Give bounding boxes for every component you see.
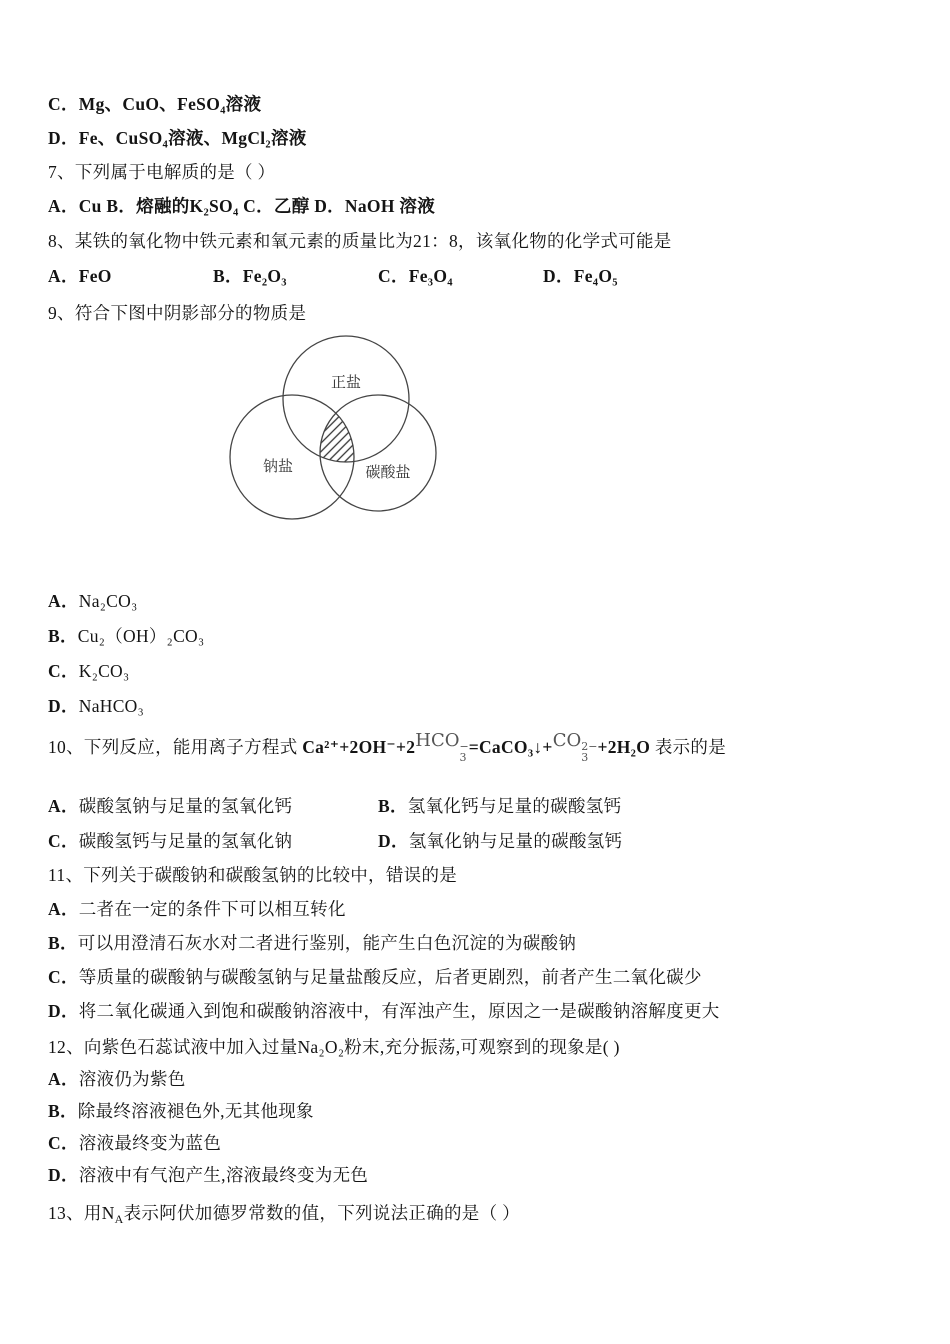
question-11-option-d: D．将二氧化碳通入到饱和碳酸钠溶液中，有浑浊产生，原因之一是碳酸钠溶解度更大 — [48, 1001, 720, 1021]
question-11-stem: 11、下列关于碳酸钠和碳酸氢钠的比较中，错误的是 — [48, 865, 458, 885]
formula-hco3-icon: HCO − 3 — [415, 730, 469, 764]
question-12-option-a: A．溶液仍为紫色 — [48, 1069, 186, 1089]
question-11-option-b: B．可以用澄清石灰水对二者进行鉴别，能产生白色沉淀的为碳酸钠 — [48, 933, 577, 953]
question-7-stem: 7、下列属于电解质的是（ ） — [48, 162, 276, 182]
option-text: Fe、CuSO₄溶液、MgCl₂溶液 — [78, 128, 307, 148]
question-9-option-a: A．Na₂CO₃ — [48, 591, 138, 611]
question-8-option-a: A．FeO — [48, 266, 112, 286]
question-10-option-b: B．氢氧化钙与足量的碳酸氢钙 — [378, 796, 622, 816]
venn-label-sodium-salt: 钠盐 — [262, 459, 294, 475]
ionic-equation-part-1: Ca²⁺+2OH⁻+2 — [302, 737, 416, 757]
venn-label-carbonate: 碳酸盐 — [365, 465, 411, 481]
question-12-option-d: D．溶液中有气泡产生,溶液最终变为无色 — [48, 1165, 369, 1185]
option-label: D． — [48, 128, 79, 148]
question-8-option-b: B．Fe₂O₃ — [213, 266, 287, 286]
option-label: C． — [48, 94, 79, 114]
question-13-stem: 13、用$N_A$表示阿伏加德罗常数的值，下列说法正确的是（ ） — [48, 1203, 520, 1226]
question-9-option-c: C．K₂CO₃ — [48, 661, 130, 681]
question-10-option-c: C．碳酸氢钙与足量的氢氧化钠 — [48, 831, 293, 851]
question-10-option-d: D．氢氧化钠与足量的碳酸氢钙 — [378, 831, 623, 851]
question-12-option-c: C．溶液最终变为蓝色 — [48, 1133, 222, 1153]
question-11-option-a: A．二者在一定的条件下可以相互转化 — [48, 899, 346, 919]
stem-text: 10、下列反应，能用离子方程式 — [48, 737, 303, 757]
question-11-option-c: C．等质量的碳酸钠与碳酸氢钠与足量盐酸反应，后者更剧烈，前者产生二氧化碳少 — [48, 967, 702, 987]
question-8-option-d: D．Fe₄O₅ — [543, 266, 618, 286]
question-10-options-row-1 — [48, 794, 910, 818]
question-12-stem: 12、向紫色石蕊试液中加入过量Na₂O₂粉末,充分振荡,可观察到的现象是( ) — [48, 1037, 620, 1057]
question-7-options: A．Cu B．熔融的K₂SO₄ C．乙醇 D．NaOH 溶液 — [48, 196, 436, 216]
ionic-equation-part-2: =CaCO₃↓+ — [468, 737, 553, 757]
question-10-option-a: A．碳酸氢钠与足量的氢氧化钙 — [48, 796, 293, 816]
question-10-stem — [48, 732, 910, 770]
venn-svg — [226, 333, 506, 533]
question-6-option-c — [48, 92, 910, 116]
question-8-options — [48, 264, 910, 288]
question-12-option-b: B．除最终溶液褪色外,无其他现象 — [48, 1101, 314, 1121]
question-8-stem: 8、某铁的氧化物中铁元素和氧元素的质量比为21：8，该氧化物的化学式可能是 — [48, 231, 672, 251]
stem-text-end: 表示的是 — [650, 737, 727, 757]
formula-co3-icon: CO 2− 3 — [552, 730, 598, 764]
question-8-option-c: C．Fe₃O₄ — [378, 266, 453, 286]
venn-label-normal-salt: 正盐 — [330, 375, 362, 391]
question-6-option-d — [48, 126, 910, 150]
question-10-options-row-2 — [48, 829, 910, 853]
question-9-stem: 9、符合下图中阴影部分的物质是 — [48, 303, 307, 323]
question-9-option-b: B．Cu₂（OH）₂CO₃ — [48, 626, 205, 646]
option-text: Mg、CuO、FeSO₄溶液 — [78, 94, 262, 114]
ionic-equation-part-3: +2H₂O — [597, 737, 651, 757]
avogadro-subscript: A — [114, 1212, 124, 1226]
question-9-option-d: D．NaHCO₃ — [48, 696, 145, 716]
venn-diagram — [226, 333, 506, 533]
